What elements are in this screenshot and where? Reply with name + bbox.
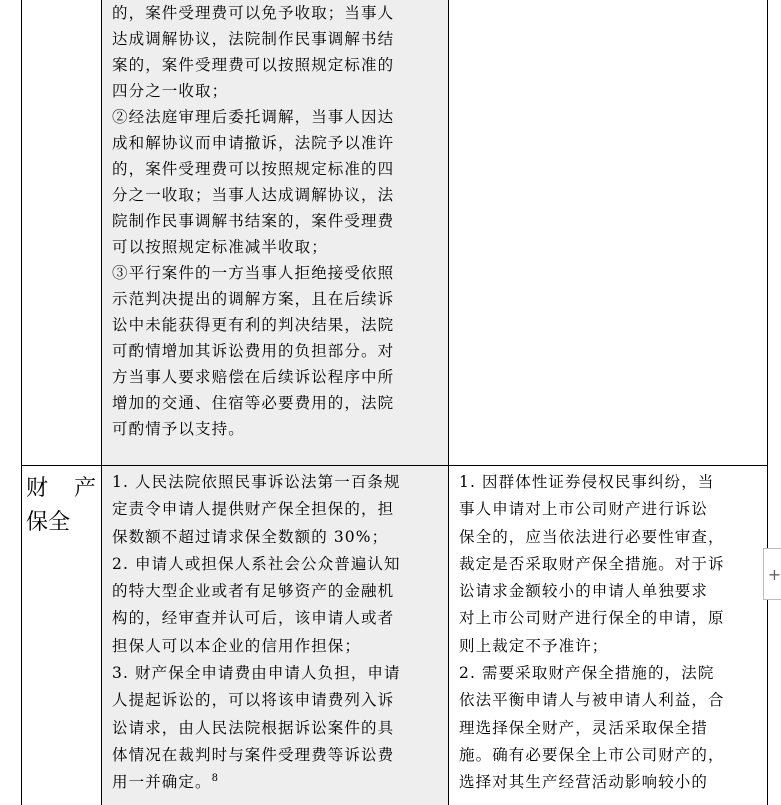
text-line: 案的，案件受理费可以按照规定标准的 [112,56,395,74]
plus-icon: + [767,564,781,584]
text-line: 1. 因群体性证券侵权民事纠纷，当 [459,473,715,491]
text-line: 可酌情予以支持。 [112,420,245,438]
text-line: 成和解协议而申请撤诉，法院予以准许 [112,134,395,152]
text-line: 讼请求金额较小的申请人单独要求 [459,582,709,601]
text-line: 可以按照规定标准减半收取； [112,238,328,256]
text-line: 增加的交通、住宿等必要费用的，法院 [112,394,395,412]
row-header-char: 产 [73,476,96,501]
table-column-category [22,0,101,805]
side-expand-button[interactable] [763,548,781,600]
text-line: 院制作民事调解书结案的，案件受理费 [112,212,395,230]
text-line: 保全的，应当依法进行必要性审查， [459,527,725,546]
text-line: 示范判决提出的调解方案，且在后续诉 [112,290,395,308]
text-line: 分之一收取；当事人达成调解协议，法 [112,186,395,204]
text-line: 对上市公司财产进行保全的申请，原 [459,609,725,628]
table-margin-left [0,0,21,805]
table-border-col2 [448,0,449,805]
text-line: 2. 申请人或担保人系社会公众普遍认知 [112,554,401,573]
text-line: 2. 需要采取财产保全措施的，法院 [459,664,715,683]
footnote-mark[interactable]: 8 [211,773,220,785]
table-border-left [21,0,22,805]
text-line: 的特大型企业或者有足够资产的金融机 [112,582,395,601]
text-line: 选择对其生产经营活动影响较小的 [459,773,709,792]
table-border-right [767,0,768,805]
row-header-line2: 保全 [26,510,71,535]
text-line: 体情况在裁判时与案件受理费等诉讼费 [112,745,395,764]
text-line: 的，案件受理费可以免予收取；当事人 [112,4,395,22]
text-line: 构的，经审查并认可后，该申请人或者 [112,609,395,628]
text-line: 理选择保全财产，灵活采取保全措 [459,718,709,737]
text-line-with-footnote [112,769,442,796]
text-line: 达成调解协议，法院制作民事调解书结 [112,30,395,48]
table-margin-right [768,0,777,805]
text-line: 则上裁定不予准许； [459,636,609,655]
text-line: 裁定是否采取财产保全措施。对于诉 [459,554,725,573]
text-line: 人提起诉讼的，可以将该申请费列入诉 [112,691,395,710]
text-line: 3. 财产保全申请费由申请人负担，申请 [112,664,401,683]
text-line: 用一并确定。 [112,773,212,792]
top-row-middle-cell [112,0,442,442]
row-header-char: 财 [26,476,49,501]
row-header-property-preservation [26,472,96,540]
text-line: ③平行案件的一方当事人拒绝接受依照 [112,264,395,282]
text-line: 方当事人要求赔偿在后续诉讼程序中所 [112,368,395,386]
text-line: 定责令申请人提供财产保全担保的，担 [112,500,395,519]
text-line: 保数额不超过请求保全数额的 30%； [112,527,389,546]
table-row-divider [21,465,768,466]
text-line: 可酌情增加其诉讼费用的负担部分。对 [112,342,395,360]
text-line: ②经法庭审理后委托调解，当事人因达 [112,108,395,126]
text-line: 担保人可以本企业的信用作担保； [112,636,362,655]
text-line: 讼请求，由人民法院根据诉讼案件的具 [112,718,395,737]
text-line: 讼中未能获得更有利的判决结果，法院 [112,316,395,334]
text-line: 事人申请对上市公司财产进行诉讼 [459,500,709,519]
text-line: 施。确有必要保全上市公司财产的， [459,745,725,764]
row-header-line1 [26,472,96,506]
text-line: 的，案件受理费可以按照规定标准的四 [112,160,395,178]
property-preservation-middle-cell [112,469,442,797]
text-line: 依法平衡申请人与被申请人利益，合 [459,691,725,710]
table-border-col1 [101,0,102,805]
text-line: 四分之一收取； [112,82,229,100]
property-preservation-right-cell [459,469,759,797]
text-line: 1. 人民法院依照民事诉讼法第一百条规 [112,473,401,491]
